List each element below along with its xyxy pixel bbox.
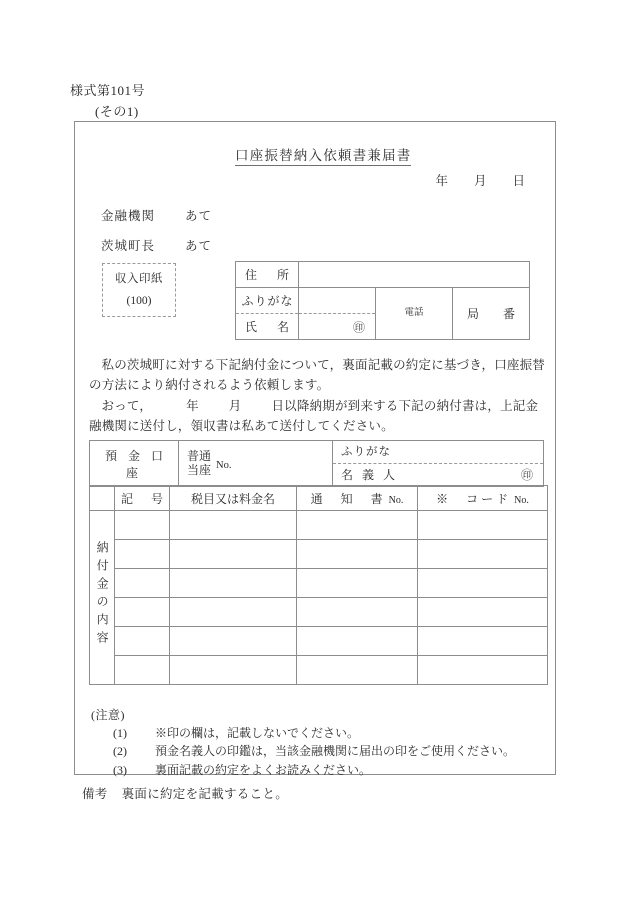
cell-tax-item[interactable] xyxy=(170,540,297,569)
table-row-address xyxy=(236,262,530,288)
revenue-stamp-label: 収入印紙 xyxy=(115,273,163,285)
cell-tax-item[interactable] xyxy=(170,627,297,656)
payment-vertical-header xyxy=(90,486,115,511)
note-text: 裏面記載の約定をよくお読みください。 xyxy=(155,762,372,777)
column-header-kigo: 記 号 xyxy=(115,486,170,511)
body-para2-year: 年 xyxy=(186,398,199,413)
cell-kigo[interactable] xyxy=(115,569,170,598)
column-header-code-label: ※ コード xyxy=(436,491,512,506)
body-para2-month: 月 xyxy=(228,398,242,413)
addressee-town-mayor xyxy=(101,236,212,254)
cell-notice-no[interactable] xyxy=(297,598,418,627)
telephone-ban-label: 番 xyxy=(503,307,516,321)
cell-notice-no[interactable] xyxy=(297,569,418,598)
furigana-label: ふりがな xyxy=(236,288,299,314)
telephone-label: 電話 xyxy=(376,288,453,340)
note-number: (2) xyxy=(113,744,127,759)
cell-notice-no[interactable] xyxy=(297,511,418,540)
furigana-input[interactable] xyxy=(299,288,376,314)
form-frame xyxy=(74,121,556,775)
cell-tax-item[interactable] xyxy=(170,569,297,598)
column-header-notice-label: 通 知 書 xyxy=(310,491,386,506)
cell-code-no[interactable] xyxy=(418,511,548,540)
note-number: (1) xyxy=(113,726,127,741)
cell-kigo[interactable] xyxy=(115,656,170,685)
cell-notice-no[interactable] xyxy=(297,540,418,569)
form-number: 様式第101号 xyxy=(70,83,146,98)
column-header-tax-item: 税目又は料金名 xyxy=(170,486,297,511)
list-item xyxy=(91,761,515,779)
note-text: ※印の欄は，記載しないでください。 xyxy=(155,726,360,741)
note-text: 預金名義人の印鑑は，当該金融機関に届出の印をご使用ください。 xyxy=(155,744,516,759)
applicant-info-table xyxy=(235,261,530,340)
payment-content-vertical-label xyxy=(90,511,115,685)
cell-kigo[interactable] xyxy=(115,540,170,569)
name-input[interactable] xyxy=(299,314,376,340)
body-paragraph-1: 私の茨城町に対する下記納付金について，裏面記載の約定に基づき，口座振替の方法により納付されるよう依頼します。 xyxy=(89,358,546,393)
cell-kigo[interactable] xyxy=(115,627,170,656)
addressee-label: 金融機関 xyxy=(101,209,156,223)
addressee-suffix: あて xyxy=(185,209,213,223)
name-label: 氏 名 xyxy=(236,314,299,340)
note-number: (3) xyxy=(113,762,127,777)
payment-detail-table xyxy=(89,485,548,685)
holder-name-label: 名 義 人 xyxy=(341,467,399,482)
notes-list xyxy=(91,724,515,779)
remark-line xyxy=(82,784,288,802)
list-item xyxy=(91,742,515,760)
table-row-account xyxy=(90,441,544,487)
body-text xyxy=(89,355,545,436)
column-header-notice-no xyxy=(297,486,418,511)
seal-icon: ㊞ xyxy=(352,320,365,334)
column-header-notice-no-suffix: No. xyxy=(388,494,404,506)
cell-code-no[interactable] xyxy=(418,656,548,685)
telephone-kyoku-label: 局 xyxy=(466,307,479,321)
addressee-suffix: あて xyxy=(185,239,213,253)
column-header-code-no-suffix: No. xyxy=(514,494,529,506)
date-year-label: 年 xyxy=(435,174,448,188)
cell-kigo[interactable] xyxy=(115,511,170,540)
table-row xyxy=(90,569,548,598)
table-header-row xyxy=(90,486,548,511)
account-number-input[interactable] xyxy=(179,441,333,487)
cell-kigo[interactable] xyxy=(115,598,170,627)
cell-tax-item[interactable] xyxy=(170,598,297,627)
cell-notice-no[interactable] xyxy=(297,656,418,685)
cell-notice-no[interactable] xyxy=(297,627,418,656)
body-para2-suffix: 日以降納期が到来する下記の納付書は，上記金融機関に送付し，領収書は私あて送付してください。 xyxy=(89,398,539,433)
body-paragraph-2 xyxy=(89,396,545,437)
cell-tax-item[interactable] xyxy=(170,511,297,540)
date-day-label: 日 xyxy=(512,174,525,188)
vertical-label-text: 納付金の内容 xyxy=(95,540,110,649)
cell-code-no[interactable] xyxy=(418,569,548,598)
holder-furigana-input[interactable] xyxy=(333,442,543,464)
body-para2-prefix: おって， xyxy=(101,398,153,413)
table-row-kana xyxy=(236,288,530,314)
holder-name-input[interactable] xyxy=(333,464,543,486)
cell-code-no[interactable] xyxy=(418,540,548,569)
notes-section xyxy=(91,706,515,779)
remark-text: 裏面に約定を記載すること。 xyxy=(121,787,289,801)
table-row xyxy=(90,511,548,540)
cell-code-no[interactable] xyxy=(418,598,548,627)
cell-code-no[interactable] xyxy=(418,627,548,656)
list-item xyxy=(91,724,515,742)
address-input[interactable] xyxy=(299,262,530,288)
table-row xyxy=(90,656,548,685)
deposit-account-table xyxy=(89,440,544,487)
address-label: 住 所 xyxy=(236,262,299,288)
column-header-code-no xyxy=(418,486,548,511)
cell-tax-item[interactable] xyxy=(170,656,297,685)
date-month-label: 月 xyxy=(473,174,487,188)
account-number-label: No. xyxy=(216,460,232,471)
table-row xyxy=(90,598,548,627)
addressee-financial-institution xyxy=(101,206,212,224)
form-part-number: (その1) xyxy=(95,104,139,119)
account-type-options[interactable] xyxy=(187,450,211,478)
holder-furigana-label: ふりがな xyxy=(341,445,391,458)
date-line xyxy=(435,171,525,189)
account-holder-cell xyxy=(333,441,544,487)
revenue-stamp-amount: (100) xyxy=(126,295,152,307)
telephone-input[interactable] xyxy=(453,288,530,340)
seal-icon: ㊞ xyxy=(520,467,533,482)
table-row xyxy=(90,540,548,569)
table-row xyxy=(90,627,548,656)
account-type-futsu[interactable]: 普通 xyxy=(187,448,212,463)
account-type-toza[interactable]: 当座 xyxy=(187,462,212,477)
document-title: 口座振替納入依頼書兼届書 xyxy=(235,144,411,166)
revenue-stamp-box[interactable] xyxy=(102,263,176,317)
deposit-account-label: 預 金 口 座 xyxy=(90,441,179,487)
addressee-label: 茨城町長 xyxy=(101,239,156,253)
notes-heading: (注意) xyxy=(91,708,125,722)
remark-label: 備考 xyxy=(82,787,108,801)
